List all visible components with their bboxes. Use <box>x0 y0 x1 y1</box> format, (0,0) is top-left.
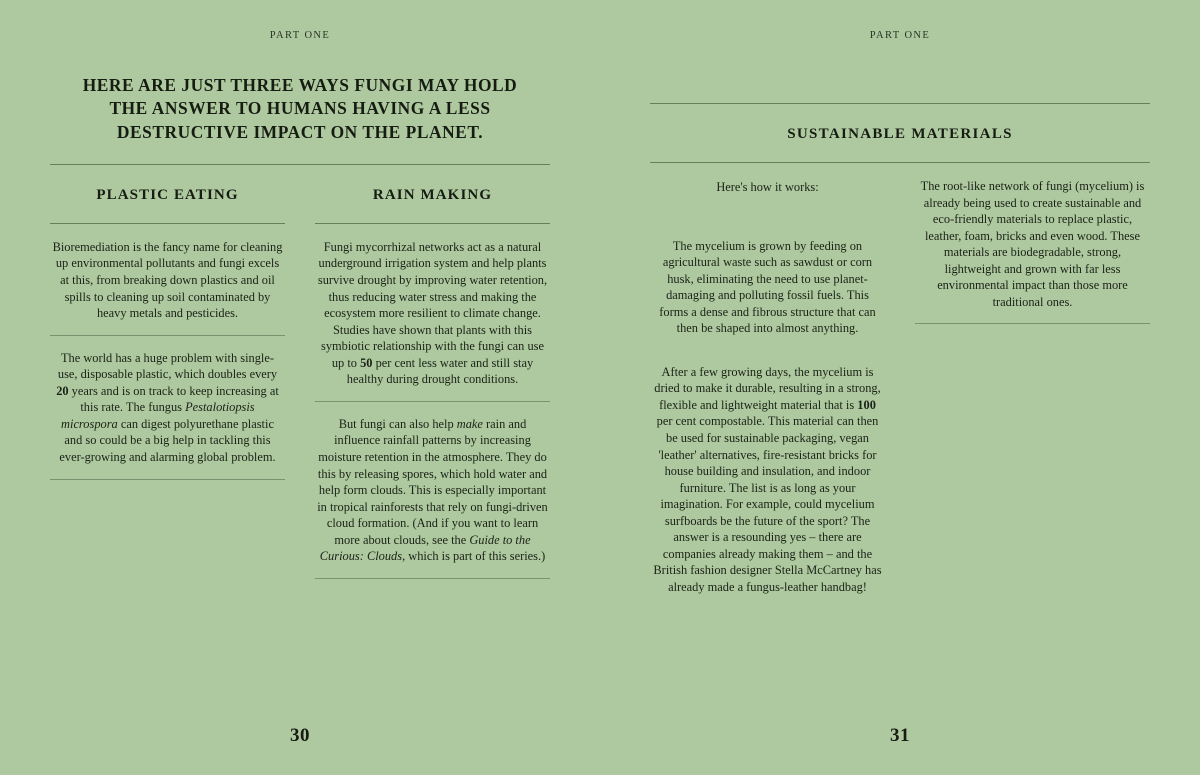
column-root-like-network <box>915 163 1150 608</box>
divider-entry-end <box>915 323 1150 324</box>
left-page-columns <box>50 165 550 579</box>
intro-line: Here's how it works: <box>716 180 819 194</box>
divider-entry-end <box>50 479 285 480</box>
section-title-rain-making: RAIN MAKING <box>372 186 493 203</box>
column-rain-making <box>315 165 550 579</box>
running-head-left: PART ONE <box>269 30 331 41</box>
intro-heading: HERE ARE JUST THREE WAYS FUNGI MAY HOLD THE ANSWER TO HUMANS HAVING A LESS DESTRUCTIVE IMPACT ON THE PLANET. <box>82 75 518 142</box>
section-title-plastic-eating: PLASTIC EATING <box>96 186 239 203</box>
right-page-columns <box>650 163 1150 608</box>
column-plastic-eating <box>50 165 285 579</box>
paragraph: Bioremediation is the fancy name for cleaning up environmental pollutants and fungi excels at this, from breaking down plastics and oil spills to cleaning up soil contaminated by heavy metals and pesticides. <box>52 239 283 321</box>
paragraph: The world has a huge problem with single-use, disposable plastic, which doubles every 20 years and is on track to keep increasing at this rate. The fungus Pestalotiopsis microspora can digest polyurethane plastic and so could be a big help in tackling this ever-growing and alarming global problem. <box>56 350 279 464</box>
paragraph: The mycelium is grown by feeding on agricultural waste such as sawdust or corn husk, eliminating the need to use planet-damaging and polluting fossil fuels. This forms a dense and fibrous structure that can then be shaped into almost anything. <box>659 238 876 336</box>
spacer <box>650 196 885 224</box>
right-page <box>600 0 1200 775</box>
paragraph: But fungi can also help make rain and influence rainfall patterns by increasing moisture retention in the atmosphere. They do this by releasing spores, which hold water and help form clouds. This is especially important in tropical rainforests that rely on fungi-driven cloud formation. (And if you want to learn more about clouds, see the Guide to the Curious: Clouds, which is part of this series.) <box>317 416 548 564</box>
divider-entry-end <box>315 578 550 579</box>
running-head-right: PART ONE <box>869 30 931 41</box>
page-number-left: 30 <box>290 725 310 746</box>
page-number-right: 31 <box>890 725 910 746</box>
column-how-it-works <box>650 163 885 608</box>
section-title-sustainable-materials: SUSTAINABLE MATERIALS <box>787 126 1013 142</box>
paragraph: Fungi mycorrhizal networks act as a natural underground irrigation system and help plants survive drought by improving water retention, thus reducing water stress and making the ecosystem more resilient to climate change. Studies have shown that plants with this symbiotic relationship with the fungi can use up to 50 per cent less water and still stay healthy during drought conditions. <box>317 239 548 387</box>
paragraph: The root-like network of fungi (mycelium) is already being used to create sustainable and eco-friendly materials to replace plastic, leather, foam, bricks and even wood. These materials are biodegradable, strong, lightweight and grown with far less environmental impact than those more traditional ones. <box>920 179 1145 309</box>
paragraph: After a few growing days, the mycelium is dried to make it durable, resulting in a strong, flexible and lightweight material that is 100 per cent compostable. This material can then be used for sustainable packaging, vegan 'leather' alternatives, fire-resistant bricks for house building and insulation, and indoor furniture. The list is as long as your imagination. For example, could mycelium surfboards be the future of the sport? The answer is a resounding yes – there are companies already making them – and the British fashion designer Stella McCartney has already made a fungus-leather handbag! <box>653 364 882 594</box>
